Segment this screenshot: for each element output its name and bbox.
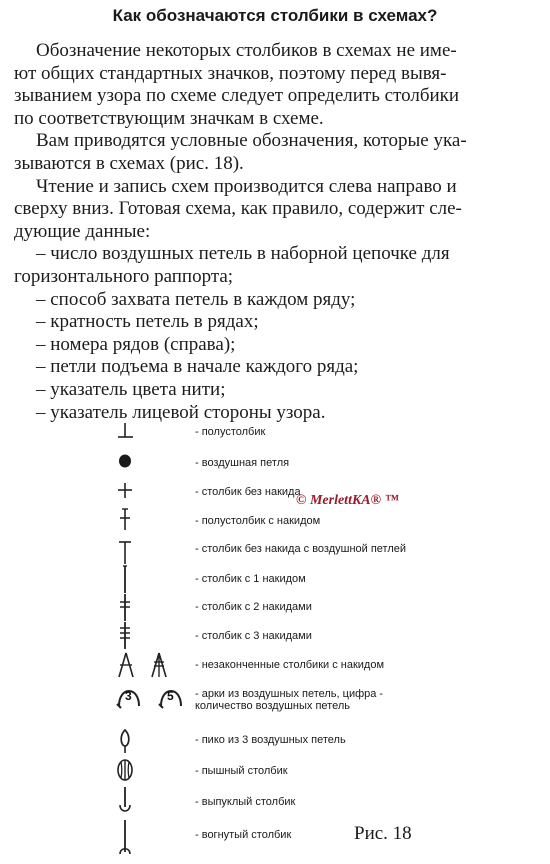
legend-label: - столбик с 3 накидами xyxy=(195,630,312,642)
text-line: по соответствующим значкам в схеме. xyxy=(14,107,324,129)
text-line: зываются в схемах (рис. 18). xyxy=(14,152,244,174)
legend-label: - выпуклый столбик xyxy=(195,796,296,808)
legend-label: - незаконченные столбики с накидом xyxy=(195,659,385,671)
legend-label: - воздушная петля xyxy=(195,457,290,469)
text-line: сверху вниз. Готовая схема, как правило, содержит сле- xyxy=(14,198,462,220)
text-line: Вам приводятся условные обозначения, которые ука- xyxy=(36,130,467,152)
back-post-stitch-icon xyxy=(115,818,155,858)
arch-number: 3 xyxy=(125,689,132,703)
double-crochet-3-icon xyxy=(115,620,155,650)
arch-number: 5 xyxy=(167,689,174,703)
legend-label: - пико из 3 воздушных петель xyxy=(195,734,346,746)
list-item: – петли подъема в начале каждого ряда; xyxy=(36,356,359,378)
legend-label: - вогнутый столбик xyxy=(195,829,292,841)
list-item: – номера рядов (справа); xyxy=(36,333,236,355)
figure-caption: Рис. 18 xyxy=(354,823,412,844)
list-item: – указатель лицевой стороны узора. xyxy=(36,401,326,423)
legend-label: - столбик без накида с воздушной петлей xyxy=(195,543,407,555)
copyright-watermark: © MerlettKA® ™ xyxy=(296,493,399,508)
chain-arch-icon xyxy=(115,680,185,710)
legend-label: - полустолбик с накидом xyxy=(195,515,321,527)
puff-stitch-icon xyxy=(115,755,155,785)
front-post-stitch-icon xyxy=(115,785,155,815)
list-item: – указатель цвета нити; xyxy=(36,378,226,400)
list-item: – способ захвата петель в каждом ряду; xyxy=(36,288,356,310)
legend-label: - пышный столбик xyxy=(195,765,288,777)
unfinished-stitches-icon xyxy=(115,650,175,680)
chain-stitch-icon xyxy=(115,448,155,478)
list-item: – кратность петель в рядах; xyxy=(36,311,259,333)
text-line: ют общих стандартных значков, поэтому перед вывя- xyxy=(14,62,447,84)
legend-label: - столбик без накида xyxy=(195,486,301,498)
legend-label: - столбик с 1 накидом xyxy=(195,573,306,585)
text-line: дующие данные: xyxy=(14,220,151,242)
picot-icon xyxy=(115,726,155,756)
double-crochet-1-icon xyxy=(115,564,155,594)
text-line: зыванием узора по схеме следует определить столбики xyxy=(14,85,460,107)
legend-label: - полустолбик xyxy=(195,426,266,438)
text-line: Обозначение некоторых столбиков в схемах не име- xyxy=(36,40,457,61)
legend-label: - столбик с 2 накидами xyxy=(195,601,312,613)
list-item-continuation: горизонтального раппорта; xyxy=(14,265,234,287)
list-item: – число воздушных петель в наборной цепочке для xyxy=(36,243,450,265)
double-crochet-2-icon xyxy=(115,592,155,622)
text-line: Чтение и запись схем производится слева направо и xyxy=(36,175,457,197)
page-title: Как обозначаются столбики в схемах? xyxy=(112,6,438,25)
half-double-crochet-icon xyxy=(115,420,155,450)
legend-label: - арки из воздушных петель, цифра - количество воздушных петель xyxy=(195,688,384,712)
single-crochet-with-chain-icon xyxy=(115,536,155,566)
half-double-with-yarnover-icon xyxy=(115,504,155,534)
